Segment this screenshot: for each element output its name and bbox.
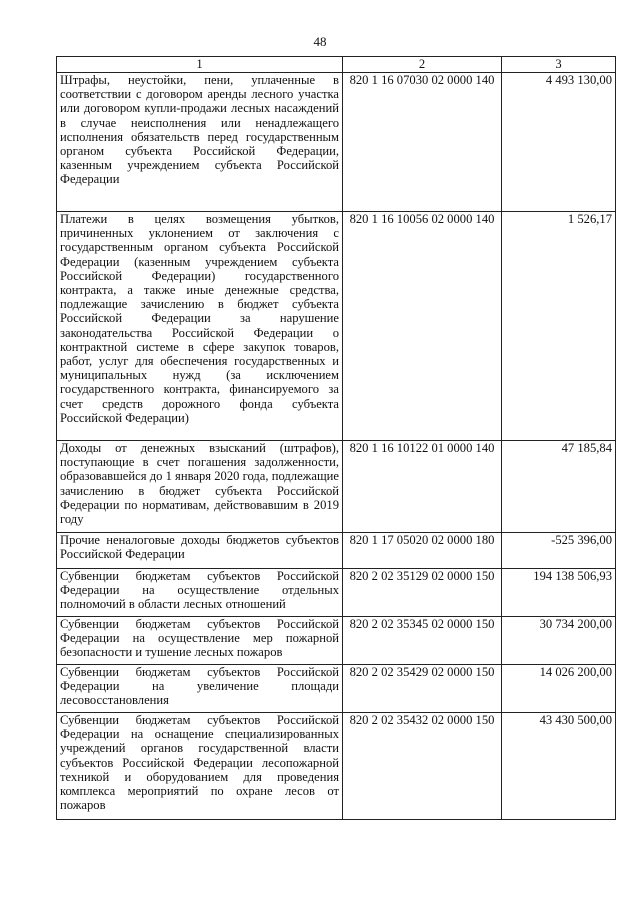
row-description: Субвенции бюджетам субъектов Российской Федерации на осуществление мер пожарной безопасности и тушение лесных пожаров bbox=[57, 617, 343, 665]
row-budget-code: 820 2 02 35432 02 0000 150 bbox=[343, 713, 502, 820]
row-budget-code: 820 1 16 10122 01 0000 140 bbox=[343, 441, 502, 533]
row-description: Штрафы, неустойки, пени, уплаченные в соответствии с договором аренды лесного участка или договором купли-продажи лесных насаждений в случае неисполнения или ненадлежащего исполнения обязательств перед государственным органом субъекта Российской Федерации, казенным учреждением субъекта Российской Федерации bbox=[57, 73, 343, 212]
column-header-1: 1 bbox=[57, 57, 343, 73]
table-row bbox=[57, 212, 616, 441]
column-header-3: 3 bbox=[502, 57, 616, 73]
table-row bbox=[57, 441, 616, 533]
table-header-row bbox=[57, 57, 616, 73]
row-description: Субвенции бюджетам субъектов Российской Федерации на увеличение площади лесовосстановления bbox=[57, 665, 343, 713]
row-budget-code: 820 1 16 10056 02 0000 140 bbox=[343, 212, 502, 441]
row-amount: 194 138 506,93 bbox=[502, 569, 616, 617]
row-description: Доходы от денежных взысканий (штрафов), поступающие в счет погашения задолженности, образовавшейся до 1 января 2020 года, подлежащие зачислению в бюджет субъекта Российской Федерации по нормативам, действовавшим в 2019 году bbox=[57, 441, 343, 533]
revenue-table bbox=[56, 56, 616, 820]
row-description: Субвенции бюджетам субъектов Российской Федерации на оснащение специализированных учреждений органов государственной власти субъектов Российской Федерации лесопожарной техникой и оборудованием для проведения комплекса мероприятий по охране лесов от пожаров bbox=[57, 713, 343, 820]
row-budget-code: 820 1 16 07030 02 0000 140 bbox=[343, 73, 502, 212]
column-header-2: 2 bbox=[343, 57, 502, 73]
row-budget-code: 820 2 02 35429 02 0000 150 bbox=[343, 665, 502, 713]
row-amount: 4 493 130,00 bbox=[502, 73, 616, 212]
row-amount: 47 185,84 bbox=[502, 441, 616, 533]
table-row bbox=[57, 73, 616, 212]
table-row bbox=[57, 665, 616, 713]
row-budget-code: 820 2 02 35345 02 0000 150 bbox=[343, 617, 502, 665]
row-amount: 43 430 500,00 bbox=[502, 713, 616, 820]
row-description: Прочие неналоговые доходы бюджетов субъектов Российской Федерации bbox=[57, 533, 343, 569]
table-row bbox=[57, 713, 616, 820]
row-amount: 30 734 200,00 bbox=[502, 617, 616, 665]
row-description: Платежи в целях возмещения убытков, причиненных уклонением от заключения с государственным органом субъекта Российской Федерации (казенным учреждением субъекта Российской Федерации) государственного контракта, а также иные денежные средства, подлежащие зачислению в бюджет субъекта Российской Федерации за нарушение законодательства Российской Федерации о контрактной системе в сфере закупок товаров, работ, услуг для обеспечения государственных и муниципальных нужд (за исключением государственного контракта, финансируемого за счет средств дорожного фонда субъекта Российской Федерации) bbox=[57, 212, 343, 441]
table-row bbox=[57, 617, 616, 665]
table-row bbox=[57, 533, 616, 569]
row-amount: 1 526,17 bbox=[502, 212, 616, 441]
page-number: 48 bbox=[313, 34, 327, 49]
table-row bbox=[57, 569, 616, 617]
row-budget-code: 820 1 17 05020 02 0000 180 bbox=[343, 533, 502, 569]
row-budget-code: 820 2 02 35129 02 0000 150 bbox=[343, 569, 502, 617]
row-amount: -525 396,00 bbox=[502, 533, 616, 569]
row-description: Субвенции бюджетам субъектов Российской Федерации на осуществление отдельных полномочий в области лесных отношений bbox=[57, 569, 343, 617]
row-amount: 14 026 200,00 bbox=[502, 665, 616, 713]
